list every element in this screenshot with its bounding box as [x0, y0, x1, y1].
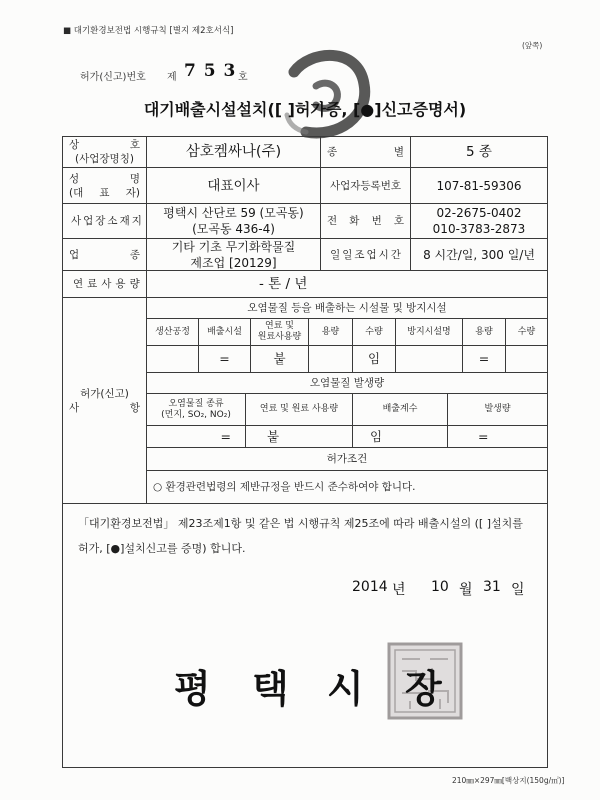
facilities-mark-quantity: 임: [367, 351, 381, 366]
emissions-cell-pollutant-type: [146, 425, 246, 448]
facilities-header-capacity-text: 용량: [321, 326, 340, 337]
permit-details-label-sub: 사 항: [69, 401, 140, 414]
facilities-header-emission-facility: [198, 318, 251, 346]
permit-number-suffix: 호: [238, 72, 248, 83]
category-value: [410, 136, 548, 168]
business-registration-label-text: 사업자등록번호: [329, 179, 401, 192]
industry-line-1: 기타 기초 무기화학물질: [171, 239, 296, 254]
business-name-value: [146, 136, 321, 168]
conditions-section-title: [146, 447, 548, 471]
facilities-header-quantity: [352, 318, 396, 346]
facilities-header-fuel-material: [250, 318, 309, 346]
address-label-text: 사업장소재지: [71, 215, 144, 227]
issue-date-month: 10: [431, 579, 449, 595]
emissions-section-title: [146, 372, 548, 394]
emissions-header-emission-factor-text: 배출계수: [382, 404, 418, 414]
emissions-mark-emission-factor: 임: [370, 428, 383, 444]
permit-number-prefix: 제: [167, 72, 177, 83]
phone-line-2: 010-3783-2873: [432, 222, 526, 236]
facilities-header-fuel-material-line-1: 연료 및: [265, 321, 294, 331]
category-label: [320, 136, 411, 168]
facilities-header-process: [146, 318, 199, 346]
permit-details-label-main: 허가(신고): [80, 387, 129, 400]
form-reference: ■ 대기환경보전법 시행규칙 [별지 제2호서식]: [63, 26, 234, 36]
facilities-cell-control-facility: [395, 345, 463, 373]
conditions-title-text: 허가조건: [326, 453, 368, 465]
facilities-section-title: [146, 297, 548, 319]
issuer-char-1: 평: [174, 667, 211, 711]
address-line-1: 평택시 산단로 59 (모곡동): [163, 206, 304, 220]
emissions-header-amount-text: 발생량: [484, 404, 511, 414]
document-title: 대기배출시설설치([ ]허가증, [●]신고증명서): [143, 100, 467, 119]
issuer-char-4: 장: [405, 667, 442, 711]
issue-date-year: 2014: [352, 579, 388, 595]
operating-time-label-text: 일일조업시간: [330, 248, 403, 261]
emissions-cell-fuel-material: [245, 425, 353, 448]
business-name-text: 삼호켐싸나(주): [185, 144, 282, 160]
conditions-item-text: ○ 환경관련법령의 제반규정을 반드시 준수하여야 합니다.: [153, 481, 416, 493]
fuel-usage-text: - 톤 / 년: [259, 276, 308, 292]
phone-label: [320, 203, 411, 239]
industry-value: [146, 238, 321, 271]
emissions-cell-emission-factor: [352, 425, 448, 448]
operating-time-text: 8 시간/일, 300 일/년: [423, 247, 535, 262]
facilities-cell-control-quantity: [505, 345, 548, 373]
permit-number-value: 7 5 3: [184, 61, 237, 81]
emissions-header-pollutant-type: [146, 393, 246, 426]
address-line-2: (모곡동 436-4): [192, 222, 275, 236]
certificate-table: [62, 136, 548, 768]
facilities-mark-fuel-material: 붙: [273, 351, 286, 366]
operating-time-label: [320, 238, 411, 271]
business-name-label-main: 상 호: [69, 139, 140, 151]
facilities-cell-emission-facility: [198, 345, 251, 373]
business-registration-value: [410, 167, 548, 204]
facilities-header-control-facility-text: 방지시설명: [407, 326, 451, 337]
facilities-mark-emission-facility: =: [219, 351, 230, 366]
address-value: [146, 203, 321, 239]
facilities-title-text: 오염물질 등을 배출하는 시설물 및 방지시설: [247, 302, 447, 314]
phone-label-text: 전 화 번 호: [327, 215, 404, 227]
fuel-usage-label: [62, 270, 147, 298]
paper-spec: 210㎜×297㎜[백상지(150g/㎡)]: [452, 776, 565, 785]
facilities-header-capacity: [308, 318, 353, 346]
facilities-header-control-capacity-text: 용량: [475, 326, 493, 337]
representative-label-main: 성 명: [69, 172, 140, 185]
emissions-header-amount: [447, 393, 548, 426]
permit-number-label: 허가(신고)번호: [80, 72, 146, 83]
emissions-header-fuel-material-text: 연료 및 원료 사용량: [259, 404, 339, 414]
facilities-cell-process: [146, 345, 199, 373]
fuel-usage-value: [146, 270, 548, 298]
representative-label-sub: (대 표 자): [69, 186, 140, 199]
phone-line-1: 02-2675-0402: [436, 206, 522, 220]
emissions-header-pollutant-type-line-2: (먼지, SO₂, NO₂): [161, 409, 231, 420]
emissions-mark-pollutant-type: =: [220, 428, 231, 444]
representative-text: 대표이사: [207, 177, 260, 194]
business-registration-text: 107-81-59306: [436, 178, 522, 193]
facilities-header-emission-facility-text: 배출시설: [207, 326, 242, 337]
facilities-header-control-quantity: [505, 318, 548, 346]
certification-line-1: 「대기환경보전법」 제23조제1항 및 같은 법 시행규칙 제25조에 따라 배출시설의 ([ ]설치를: [78, 517, 523, 530]
issue-date-month-unit: 월: [459, 582, 473, 598]
category-label-text: 종 별: [327, 146, 404, 158]
emissions-header-pollutant-type-line-1: 오염물질 종류: [168, 398, 224, 409]
issuer-char-2: 택: [252, 667, 289, 711]
fuel-usage-label-text: 연료사용량: [73, 278, 144, 290]
emissions-mark-fuel-material: 붙: [267, 428, 280, 444]
facilities-header-process-text: 생산공정: [155, 326, 190, 337]
issue-date-day-unit: 일: [511, 582, 525, 598]
industry-line-2: 제조업 [20129]: [190, 255, 277, 270]
emissions-header-emission-factor: [352, 393, 448, 426]
address-label: [62, 203, 147, 239]
permit-details-label: [62, 297, 147, 504]
facilities-cell-control-capacity: [462, 345, 506, 373]
facilities-header-control-facility: [395, 318, 463, 346]
issue-date-day: 31: [483, 579, 501, 595]
issue-date-year-unit: 년: [392, 582, 406, 598]
facilities-cell-fuel-material: [250, 345, 309, 373]
business-name-label: [62, 136, 147, 168]
emissions-cell-amount: [447, 425, 548, 448]
certification-line-2: 허가, [●]설치신고를 증명) 합니다.: [78, 542, 246, 555]
emissions-header-fuel-material: [245, 393, 353, 426]
industry-label-text: 업 종: [69, 248, 140, 261]
business-name-label-sub: (사업장명칭): [75, 153, 134, 165]
representative-value: [146, 167, 321, 204]
issuer-char-3: 시: [327, 667, 364, 711]
operating-time-value: [410, 238, 548, 271]
facilities-header-control-quantity-text: 수량: [517, 326, 536, 337]
page-side-label: (앞쪽): [522, 41, 543, 50]
emissions-mark-amount: =: [478, 428, 489, 444]
facilities-cell-capacity: [308, 345, 353, 373]
facilities-header-control-capacity: [462, 318, 506, 346]
conditions-item: [146, 470, 548, 504]
facilities-cell-quantity: [352, 345, 396, 373]
facilities-mark-control-capacity: =: [478, 351, 490, 366]
representative-label: [62, 167, 147, 204]
category-text: 5 종: [466, 144, 492, 160]
industry-label: [62, 238, 147, 271]
phone-value: [410, 203, 548, 239]
business-registration-label: [320, 167, 411, 204]
facilities-header-quantity-text: 수량: [365, 326, 383, 337]
facilities-header-fuel-material-line-2: 원료사용량: [257, 332, 302, 342]
city-logo-watermark: [266, 44, 378, 142]
emissions-title-text: 오염물질 발생량: [309, 377, 385, 389]
